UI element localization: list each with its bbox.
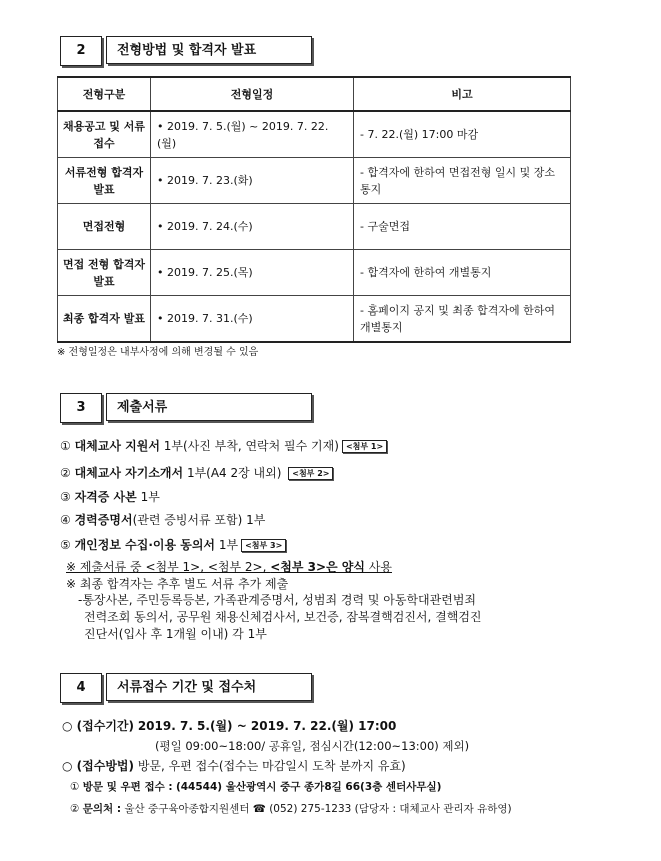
row-dates: • 2019. 7. 31.(수) xyxy=(151,296,354,343)
contact-marker: ② xyxy=(70,803,80,815)
item-marker: ⑤ xyxy=(60,538,71,552)
item-detail: 1부 xyxy=(218,538,239,552)
row-dates: • 2019. 7. 24.(수) xyxy=(151,204,354,250)
row-note: - 7. 22.(월) 17:00 마감 xyxy=(354,111,571,158)
additional-docs-note: ※ 최종 합격자는 추후 별도 서류 추가 제출 xyxy=(66,577,289,591)
item-name: 대체교사 자기소개서 xyxy=(74,466,184,480)
document-item xyxy=(60,511,265,528)
item-marker: ③ xyxy=(60,490,71,504)
attachment-note-prefix: ※ 제출서류 중 <첨부 1>, <첨부 2>, xyxy=(66,560,271,574)
item-name: 개인정보 수집·이용 동의서 xyxy=(74,538,216,552)
schedule-table xyxy=(57,76,571,343)
row-note: - 합격자에 한하여 개별통지 xyxy=(354,250,571,296)
period-label: ○ (접수기간) xyxy=(62,719,134,733)
table-row xyxy=(58,111,571,158)
attachment-tag: <첨부 3> xyxy=(241,539,286,552)
schedule-footnote: ※ 전형일정은 내부사정에 의해 변경될 수 있음 xyxy=(57,347,259,358)
row-note: - 구술면접 xyxy=(354,204,571,250)
attachment-note xyxy=(66,559,392,575)
row-category: 채용공고 및 서류접수 xyxy=(58,111,151,158)
section-3-number: 3 xyxy=(60,393,102,423)
section-4-title: 서류접수 기간 및 접수처 xyxy=(106,673,312,701)
table-header: 비고 xyxy=(354,77,571,111)
table-row xyxy=(58,296,571,343)
table-header-row xyxy=(58,77,571,111)
document-item xyxy=(60,437,387,454)
visit-address: (44544) 울산광역시 중구 종가8길 66(3층 센터사무실) xyxy=(175,781,442,793)
row-note: - 합격자에 한하여 면접전형 일시 및 장소 통지 xyxy=(354,158,571,204)
row-dates: • 2019. 7. 25.(목) xyxy=(151,250,354,296)
method-value: 방문, 우편 접수(접수는 마감일시 도착 분까지 유효) xyxy=(137,759,406,773)
row-category: 면접 전형 합격자 발표 xyxy=(58,250,151,296)
attachment-note-suffix: 사용 xyxy=(364,560,392,574)
visit-label: 방문 및 우편 접수 : xyxy=(82,781,173,793)
period-value: 2019. 7. 5.(월) ~ 2019. 7. 22.(월) 17:00 xyxy=(137,719,397,733)
additional-docs-line-3: 진단서(입사 후 1개월 이내) 각 1부 xyxy=(84,627,267,641)
section-2-title: 전형방법 및 합격자 발표 xyxy=(106,36,312,64)
attachment-tag: <첨부 1> xyxy=(342,440,387,453)
visit-marker: ① xyxy=(70,781,80,793)
attachment-tag: <첨부 2> xyxy=(288,467,333,480)
row-category: 최종 합격자 발표 xyxy=(58,296,151,343)
period-hours: (평일 09:00~18:00/ 공휴일, 점심시간(12:00~13:00) 제외) xyxy=(155,739,470,753)
row-dates: • 2019. 7. 23.(화) xyxy=(151,158,354,204)
contact-value: 울산 중구육아종합지원센터 ☎ (052) 275-1233 (담당자 : 대체교사 관리자 유하영) xyxy=(124,803,512,815)
item-detail: 1부 xyxy=(140,490,160,504)
document-item xyxy=(60,536,286,553)
table-header: 전형일정 xyxy=(151,77,354,111)
item-marker: ① xyxy=(60,439,71,453)
section-4-number: 4 xyxy=(60,673,102,703)
method-label: ○ (접수방법) xyxy=(62,759,134,773)
additional-docs-line-2: 전력조회 동의서, 공무원 채용신체검사서, 보건증, 잠복결핵검진서, 결핵검진 xyxy=(84,610,482,624)
method-line xyxy=(62,757,406,774)
additional-docs-line-1: -통장사본, 주민등록등본, 가족관계증명서, 성범죄 경력 및 아동학대관련범죄 xyxy=(78,593,477,607)
row-category: 서류전형 합격자 발표 xyxy=(58,158,151,204)
table-row xyxy=(58,204,571,250)
row-dates: • 2019. 7. 5.(월) ~ 2019. 7. 22.(월) xyxy=(151,111,354,158)
section-2-number: 2 xyxy=(60,36,102,66)
document-item xyxy=(60,464,333,481)
table-row xyxy=(58,250,571,296)
item-detail: (관련 증빙서류 포함) 1부 xyxy=(132,513,266,527)
item-detail: 1부(A4 2장 내외) xyxy=(186,466,282,480)
item-detail: 1부(사진 부착, 연락처 필수 기재) xyxy=(163,439,339,453)
contact-label: 문의처 : xyxy=(82,803,122,815)
row-category: 면접전형 xyxy=(58,204,151,250)
visit-line xyxy=(70,779,441,794)
item-name: 대체교사 지원서 xyxy=(74,439,160,453)
item-name: 경력증명서 xyxy=(74,513,133,527)
row-note: - 홈페이지 공지 및 최종 합격자에 한하여 개별통지 xyxy=(354,296,571,343)
document-item xyxy=(60,488,160,505)
item-marker: ④ xyxy=(60,513,71,527)
table-row xyxy=(58,158,571,204)
period-line xyxy=(62,717,396,734)
attachment-note-bold: <첨부 3>은 양식 xyxy=(270,560,365,574)
contact-line xyxy=(70,801,512,816)
table-header: 전형구분 xyxy=(58,77,151,111)
item-name: 자격증 사본 xyxy=(74,490,137,504)
item-marker: ② xyxy=(60,466,71,480)
section-3-title: 제출서류 xyxy=(106,393,312,421)
